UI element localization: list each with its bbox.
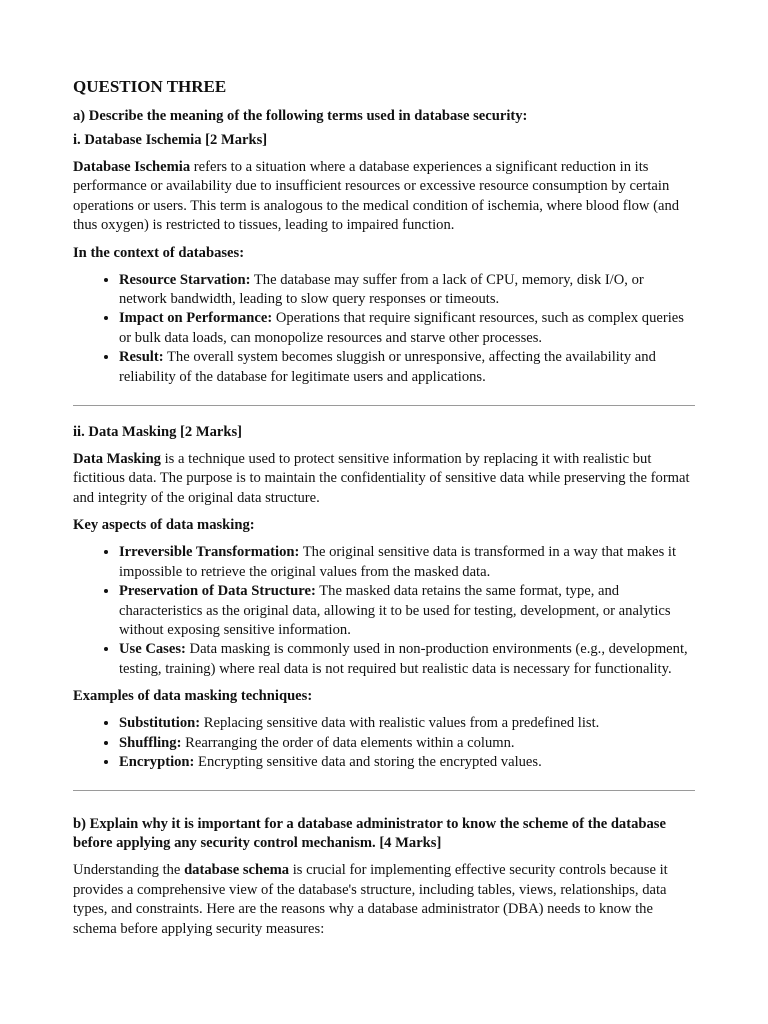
list-item bbox=[119, 714, 695, 733]
masking-definition bbox=[73, 450, 695, 508]
intro-text-after: is crucial for implementing effective security controls because it provides a comprehensive view of the database's structure, including tables, views, relationships, data types, and constraints. Here are the reasons why a database administrator (DBA) needs to know the schema before applying security measures: bbox=[73, 862, 668, 937]
list-item bbox=[119, 753, 695, 772]
ischemia-term: Database Ischemia bbox=[73, 159, 191, 175]
part-b-heading: b) Explain why it is important for a database administrator to know the scheme of the database before applying any security control mechanism. [4 Marks] bbox=[73, 816, 666, 852]
bullet-text: The overall system becomes sluggish or unresponsive, affecting the availability and reliability of the database for legitimate users and applications. bbox=[119, 349, 656, 385]
examples-heading: Examples of data masking techniques: bbox=[73, 688, 313, 705]
bullet-text: The masked data retains the same format, type, and characteristics as the original data, allowing it to be used for testing, development, or analytics without exposing sensitive information. bbox=[119, 583, 671, 638]
context-heading: In the context of databases: bbox=[73, 244, 245, 261]
bullet-term: Impact on Performance: bbox=[119, 310, 273, 327]
part-a-heading: a) Describe the meaning of the following terms used in database security: bbox=[73, 108, 528, 124]
part-b-intro bbox=[73, 861, 695, 939]
question-title: QUESTION THREE bbox=[73, 77, 227, 96]
list-item bbox=[119, 348, 695, 387]
bullet-text: Rearranging the order of data elements within a column. bbox=[181, 734, 515, 751]
intro-text-before: Understanding the bbox=[73, 862, 185, 879]
bullet-term: Resource Starvation: bbox=[119, 271, 251, 288]
bullet-text: Operations that require significant resources, such as complex queries or bulk data loads, can monopolize resources and starve other processes. bbox=[119, 310, 684, 346]
masking-heading: ii. Data Masking [2 Marks] bbox=[73, 424, 243, 441]
ischemia-definition bbox=[73, 158, 695, 236]
examples-bullet-list bbox=[73, 714, 695, 772]
masking-definition-text: is a technique used to protect sensitive information by replacing it with realistic but fictitious data. The purpose is to maintain the confidentiality of sensitive data while preserving the format and integrity of the original data structure. bbox=[73, 451, 690, 506]
bullet-term: Use Cases: bbox=[119, 641, 186, 658]
masking-term: Data Masking bbox=[73, 451, 161, 468]
bullet-term: Shuffling: bbox=[119, 734, 182, 751]
bullet-text: Data masking is commonly used in non-production environments (e.g., development, testing, training) where real data is not required but realistic data is necessary for functionality. bbox=[119, 641, 688, 677]
ischemia-definition-text: refers to a situation where a database experiences a significant reduction in its performance or availability due to insufficient resources or excessive resource consumption by certain operations or users. This term is analogous to the medical condition of ischemia, where blood flow (and thus oxygen) is restricted to tissues, leading to impaired function. bbox=[73, 159, 680, 234]
list-item bbox=[119, 271, 695, 310]
section-divider bbox=[73, 790, 695, 791]
list-item bbox=[119, 734, 695, 753]
section-divider bbox=[73, 405, 695, 406]
bullet-term: Encryption: bbox=[119, 753, 195, 770]
aspects-heading: Key aspects of data masking: bbox=[73, 517, 255, 534]
list-item bbox=[119, 582, 695, 640]
list-item bbox=[119, 543, 695, 582]
list-item bbox=[119, 640, 695, 679]
bullet-term: Substitution: bbox=[119, 715, 201, 732]
document-content bbox=[73, 76, 695, 947]
ischemia-heading: i. Database Ischemia [2 Marks] bbox=[73, 132, 268, 148]
ischemia-bullet-list bbox=[73, 271, 695, 387]
bullet-term: Irreversible Transformation: bbox=[119, 544, 300, 561]
bullet-text: The database may suffer from a lack of CPU, memory, disk I/O, or network bandwidth, leading to slow query responses or timeouts. bbox=[119, 271, 644, 308]
list-item bbox=[119, 309, 695, 348]
bullet-text: Encrypting sensitive data and storing the encrypted values. bbox=[194, 753, 542, 770]
bullet-text: Replacing sensitive data with realistic values from a predefined list. bbox=[200, 715, 600, 732]
aspects-bullet-list bbox=[73, 543, 695, 679]
bullet-term: Result: bbox=[119, 349, 164, 366]
bullet-term: Preservation of Data Structure: bbox=[119, 583, 316, 600]
bullet-text: The original sensitive data is transformed in a way that makes it impossible to retrieve the original values from the masked data. bbox=[119, 544, 677, 580]
schema-term: database schema bbox=[184, 862, 290, 879]
